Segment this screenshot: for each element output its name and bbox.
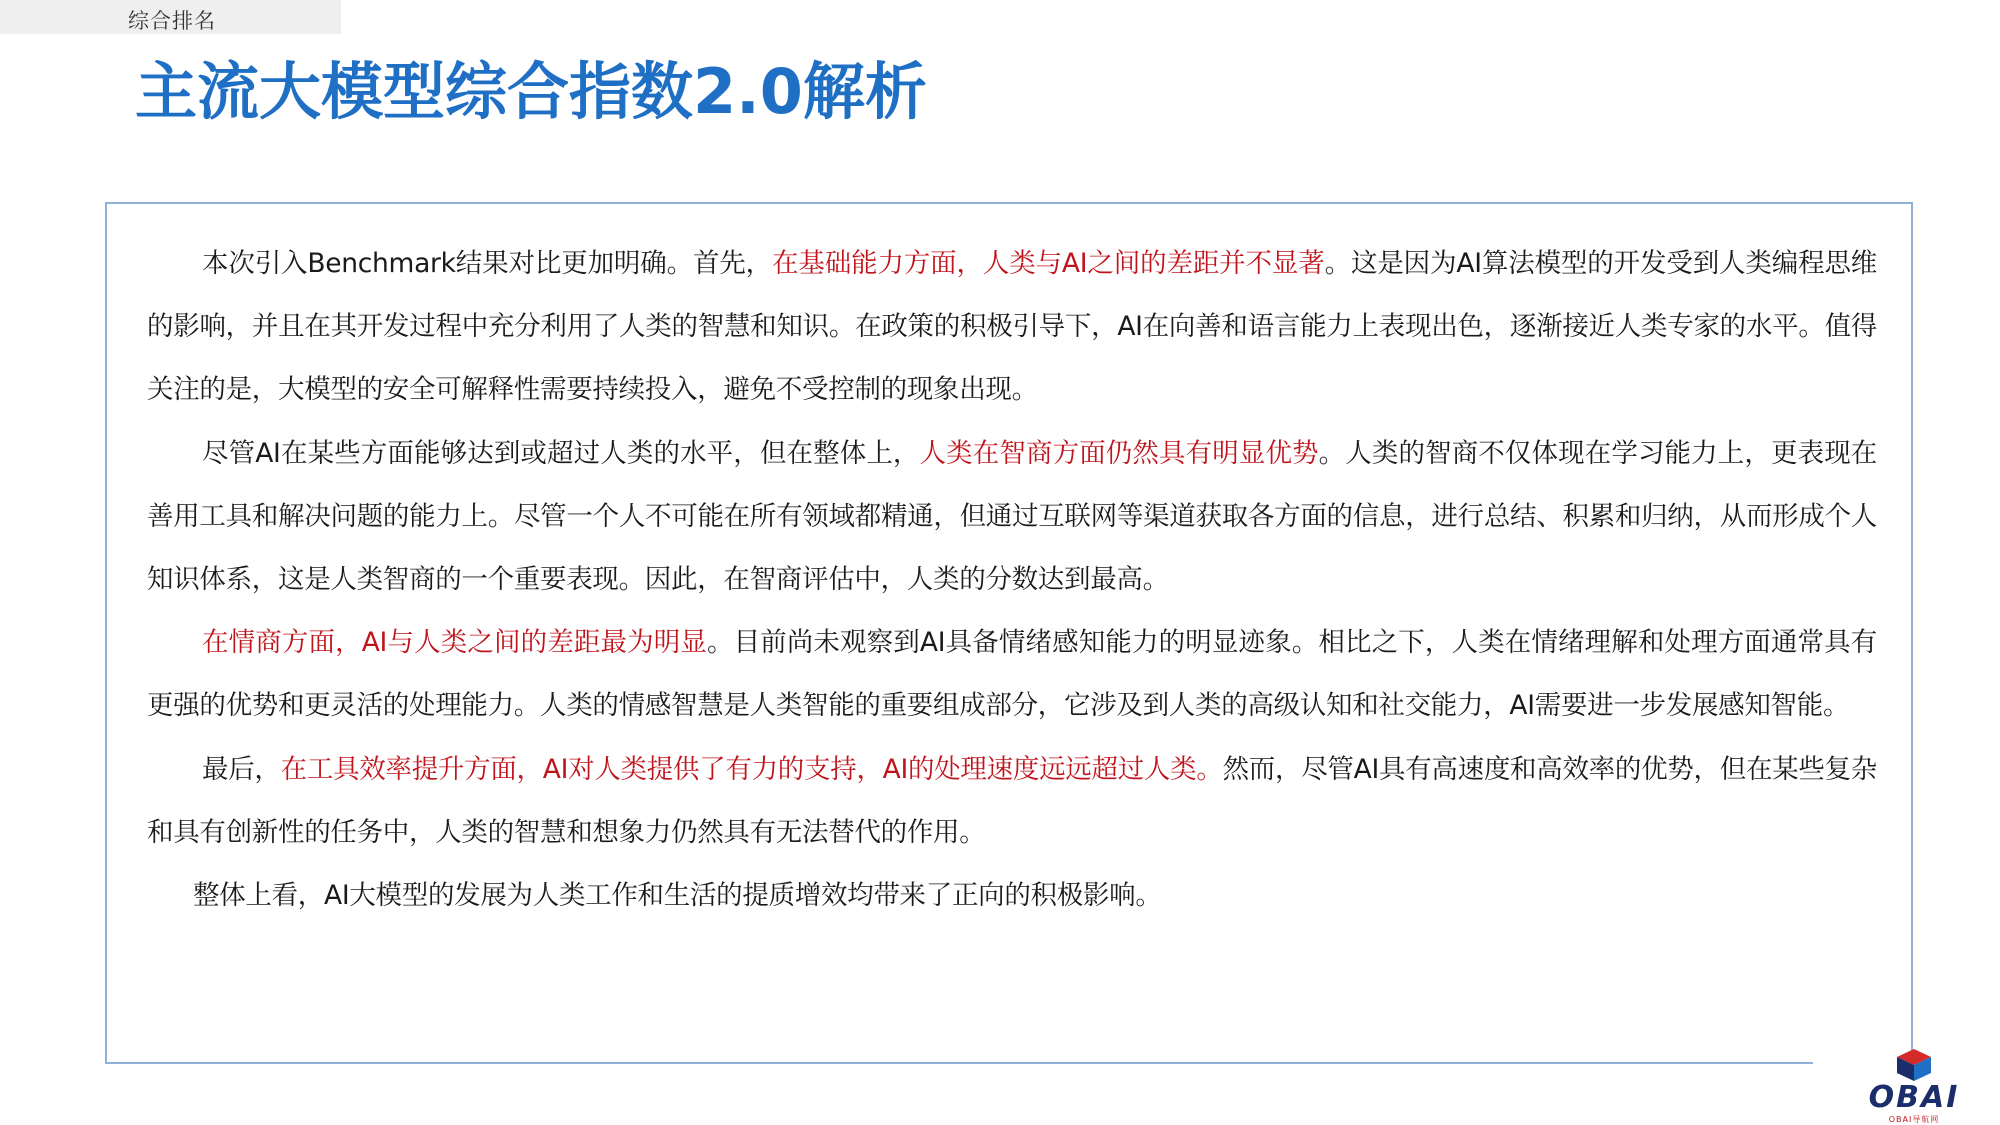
paragraph-5 bbox=[147, 864, 1877, 927]
section-tab bbox=[0, 0, 341, 34]
highlighted-text: 在工具效率提升方面，AI对人类提供了有力的支持，AI的处理速度远远超过人类。 bbox=[280, 753, 1223, 785]
paragraph-4 bbox=[147, 738, 1877, 864]
logo-wordmark: OBAI bbox=[1868, 1080, 1960, 1115]
body-text: 。这是因为AI算法模型的开发受到人类编程思维的影响，并且在其开发过程中充分利用了人类的智慧和知识。在政策的积极引导下，AI在向善和语言能力上表现出色，逐渐接近人类专家的水平。值得关注的是，大模型的安全可解释性需要持续投入，避免不受控制的现象出现。 bbox=[147, 248, 1878, 406]
highlighted-text: 在情商方面，AI与人类之间的差距最为明显 bbox=[202, 627, 707, 659]
paragraph-1 bbox=[147, 232, 1877, 422]
body-text: 。目前尚未观察到AI具备情绪感知能力的明显迹象。相比之下，人类在情绪理解和处理方面通常具有更强的优势和更灵活的处理能力。人类的情感智慧是人类智能的重要组成部分，它涉及到人类的高级认知和社交能力，AI需要进一步发展感知智能。 bbox=[147, 627, 1877, 722]
paragraph-3 bbox=[147, 611, 1877, 737]
highlighted-text: 在基础能力方面，人类与AI之间的差距并不显著 bbox=[772, 248, 1325, 279]
body-text: 。人类的智商不仅体现在学习能力上，更表现在善用工具和解决问题的能力上。尽管一个人不可能在所有领域都精通，但通过互联网等渠道获取各方面的信息，进行总结、积累和归纳，从而形成个人知识体系，这是人类智商的一个重要表现。因此，在智商评估中，人类的分数达到最高。 bbox=[147, 437, 1878, 596]
body-text: 本次引入Benchmark结果对比更加明确。首先， bbox=[202, 248, 773, 279]
obai-logo bbox=[1864, 1048, 1964, 1125]
body-text: 尽管AI在某些方面能够达到或超过人类的水平，但在整体上， bbox=[202, 437, 920, 469]
panel-bottom-border bbox=[105, 1062, 1813, 1064]
section-tab-label: 综合排名 bbox=[128, 9, 216, 33]
cube-logo-icon bbox=[1894, 1048, 1934, 1082]
body-text: 最后， bbox=[202, 753, 281, 785]
highlighted-text: 人类在智商方面仍然具有明显优势 bbox=[919, 437, 1319, 469]
body-text: 整体上看，AI大模型的发展为人类工作和生活的提质增效均带来了正向的积极影响。 bbox=[193, 880, 1162, 912]
paragraph-2 bbox=[147, 422, 1877, 612]
page-title: 主流大模型综合指数2.0解析 bbox=[135, 55, 927, 128]
body-text: 然而，尽管AI具有高速度和高效率的优势，但在某些复杂和具有创新性的任务中，人类的智慧和想象力仍然具有无法替代的作用。 bbox=[147, 753, 1877, 848]
analysis-text bbox=[147, 232, 1877, 927]
logo-subtitle: OBAI导航网 bbox=[1888, 1115, 1940, 1124]
